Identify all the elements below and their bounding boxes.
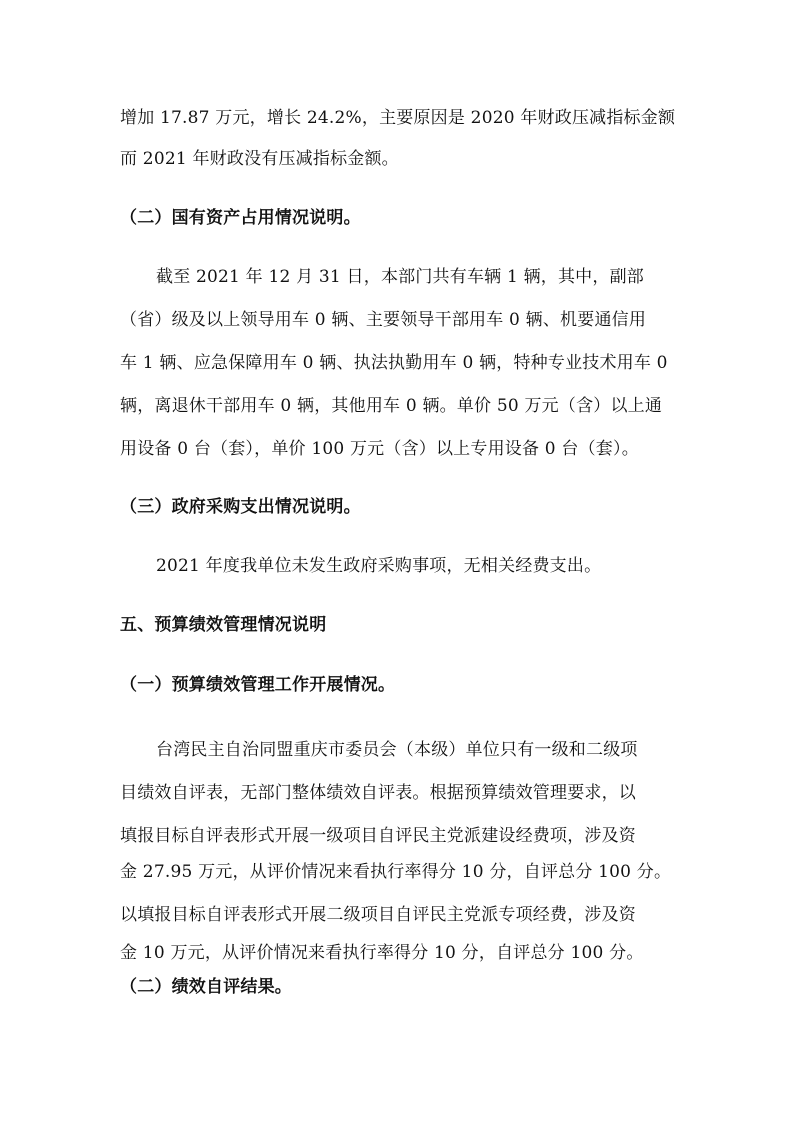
paragraph-line: 截至 2021 年 12 月 31 日，本部门共有车辆 1 辆，其中，副部 <box>156 267 644 287</box>
paragraph-line: 填报目标自评表形式开展一级项目自评民主党派建设经费项，涉及资 <box>120 826 636 846</box>
paragraph-line: 辆，离退休干部用车 0 辆，其他用车 0 辆。单价 50 万元（含）以上通 <box>120 396 663 416</box>
paragraph-line: （省）级及以上领导用车 0 辆、主要领导干部用车 0 辆、机要通信用 <box>120 310 647 330</box>
section-heading-perf-result: （二）绩效自评结果。 <box>120 977 292 997</box>
section-heading-procurement: （三）政府采购支出情况说明。 <box>120 497 361 517</box>
paragraph-line: 以填报目标自评表形式开展二级项目自评民主党派专项经费，涉及资 <box>120 905 636 925</box>
paragraph-line: 2021 年度我单位未发生政府采购事项，无相关经费支出。 <box>156 556 602 576</box>
paragraph-line: 目绩效自评表，无部门整体绩效自评表。根据预算绩效管理要求，以 <box>120 783 636 803</box>
section-heading-perf-work: （一）预算绩效管理工作开展情况。 <box>120 675 396 695</box>
chapter-heading-performance: 五、预算绩效管理情况说明 <box>120 615 327 635</box>
paragraph-line: 而 2021 年财政没有压减指标金额。 <box>120 149 399 169</box>
paragraph-line: 金 10 万元，从评价情况来看执行率得分 10 分，自评总分 100 分。 <box>120 943 644 963</box>
paragraph-line: 用设备 0 台（套），单价 100 万元（含）以上专用设备 0 台（套）。 <box>120 439 639 459</box>
section-heading-assets: （二）国有资产占用情况说明。 <box>120 208 361 228</box>
paragraph-line: 金 27.95 万元，从评价情况来看执行率得分 10 分，自评总分 100 分。 <box>120 862 672 882</box>
paragraph-line: 增加 17.87 万元，增长 24.2%，主要原因是 2020 年财政压减指标金额 <box>120 108 676 128</box>
paragraph-line: 台湾民主自治同盟重庆市委员会（本级）单位只有一级和二级项 <box>156 740 638 760</box>
paragraph-line: 车 1 辆、应急保障用车 0 辆、执法执勤用车 0 辆，特种专业技术用车 0 <box>120 353 668 373</box>
